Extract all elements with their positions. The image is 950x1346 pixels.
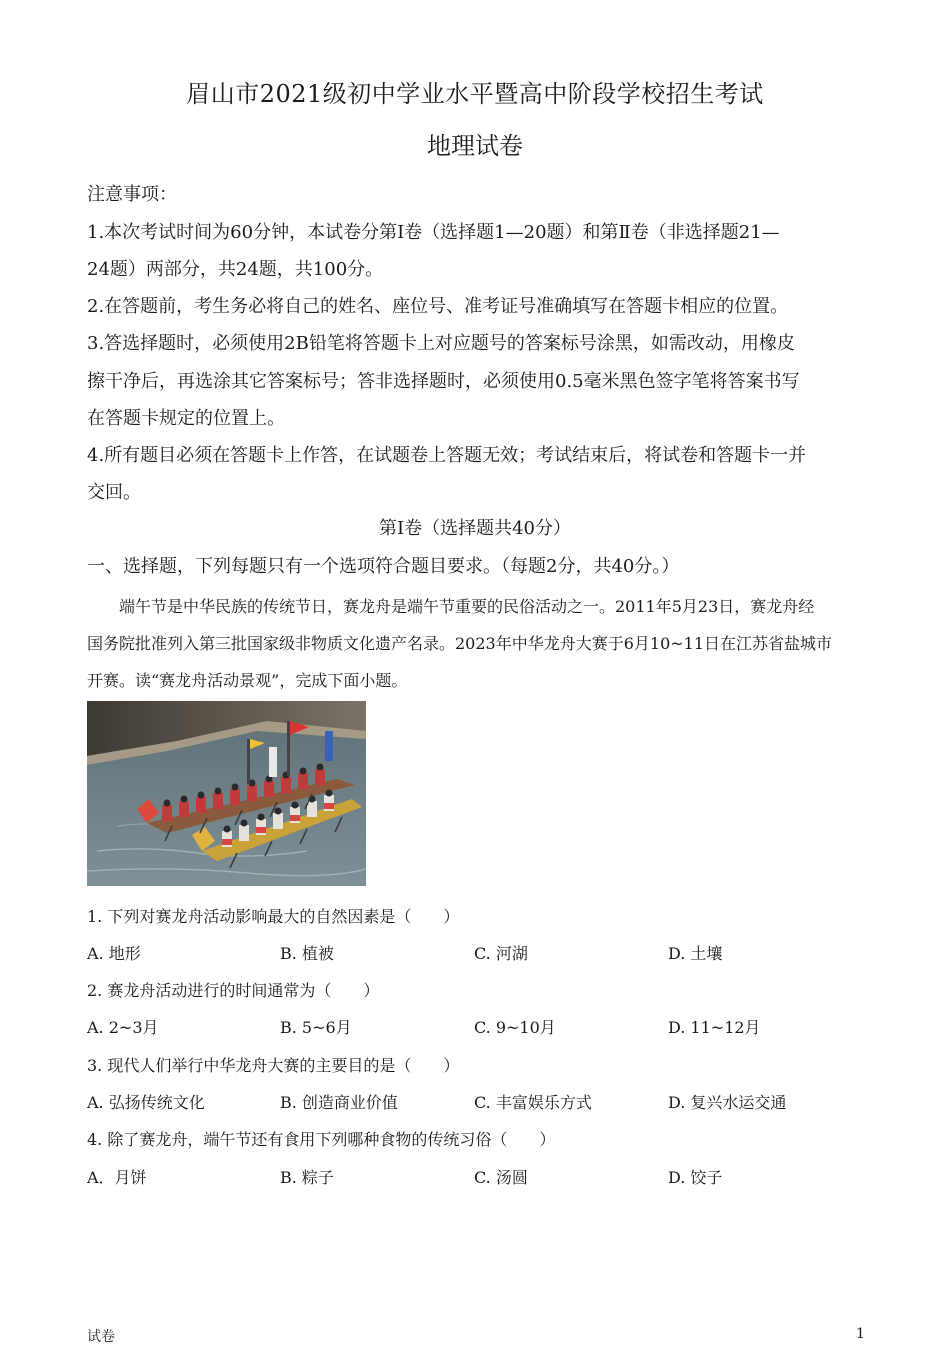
question-4-option-a: A．月饼 — [87, 1168, 147, 1187]
exam-subtitle: 地理试卷 — [427, 132, 523, 160]
question-2-option-c: C. 9~10月 — [474, 1018, 556, 1037]
passage-line: 端午节是中华民族的传统节日，赛龙舟是端午节重要的民俗活动之一。2011年5月23日，赛龙舟经 — [119, 597, 815, 616]
notice-heading: 注意事项： — [87, 184, 177, 205]
question-1-option-c: C. 河湖 — [474, 944, 528, 963]
notice-line: 3.答选择题时，必须使用2B铅笔将答题卡上对应题号的答案标号涂黑，如需改动，用橡皮 — [87, 333, 795, 354]
passage-line: 国务院批准列入第三批国家级非物质文化遗产名录。2023年中华龙舟大赛于6月10~11日在江苏省盐城市 — [87, 634, 833, 653]
notice-line: 2.在答题前，考生务必将自己的姓名、座位号、准考证号准确填写在答题卡相应的位置。 — [87, 296, 789, 317]
question-4-stem: 4. 除了赛龙舟，端午节还有食用下列哪种食物的传统习俗（ ） — [87, 1130, 556, 1149]
question-1-option-a: A. 地形 — [87, 944, 141, 963]
part-instructions: 一、选择题，下列每题只有一个选项符合题目要求。（每题2分，共40分。） — [87, 556, 680, 577]
question-1-option-d: D. 土壤 — [668, 944, 723, 963]
passage-line: 开赛。读“赛龙舟活动景观”，完成下面小题。 — [87, 671, 408, 690]
question-3-option-d: D. 复兴水运交通 — [668, 1093, 787, 1112]
question-4-option-d: D. 饺子 — [668, 1168, 723, 1187]
footer-label: 试卷 — [87, 1329, 115, 1345]
notice-line: 4.所有题目必须在答题卡上作答，在试题卷上答题无效；考试结束后，将试卷和答题卡一并 — [87, 445, 807, 466]
question-3-option-a: A. 弘扬传统文化 — [87, 1093, 205, 1112]
question-2-option-b: B. 5~6月 — [280, 1018, 352, 1037]
notice-line: 交回。 — [87, 482, 141, 503]
question-2-option-d: D. 11~12月 — [668, 1018, 761, 1037]
question-1-option-b: B. 植被 — [280, 944, 334, 963]
page-number: 1 — [856, 1326, 865, 1342]
question-2-stem: 2. 赛龙舟活动进行的时间通常为（ ） — [87, 981, 380, 1000]
question-3-stem: 3. 现代人们举行中华龙舟大赛的主要目的是（ ） — [87, 1056, 460, 1075]
notice-line: 擦干净后，再选涂其它答案标号；答非选择题时，必须使用0.5毫米黑色签字笔将答案书写 — [87, 371, 800, 392]
notice-line: 1.本次考试时间为60分钟，本试卷分第Ⅰ卷（选择题1—20题）和第Ⅱ卷（非选择题21— — [87, 222, 780, 243]
question-4-option-b: B. 粽子 — [280, 1168, 334, 1187]
question-3-option-c: C. 丰富娱乐方式 — [474, 1093, 592, 1112]
question-3-option-b: B. 创造商业价值 — [280, 1093, 398, 1112]
question-4-option-c: C. 汤圆 — [474, 1168, 528, 1187]
question-2-option-a: A. 2~3月 — [87, 1018, 159, 1037]
section-title: 第Ⅰ卷（选择题共40分） — [378, 518, 571, 539]
exam-title: 眉山市2021级初中学业水平暨高中阶段学校招生考试 — [186, 80, 764, 108]
notice-line: 在答题卡规定的位置上。 — [87, 408, 285, 429]
question-1-stem: 1. 下列对赛龙舟活动影响最大的自然因素是（ ） — [87, 907, 460, 926]
notice-line: 24题）两部分，共24题，共100分。 — [87, 259, 384, 280]
dragon-boat-photo — [87, 701, 366, 886]
